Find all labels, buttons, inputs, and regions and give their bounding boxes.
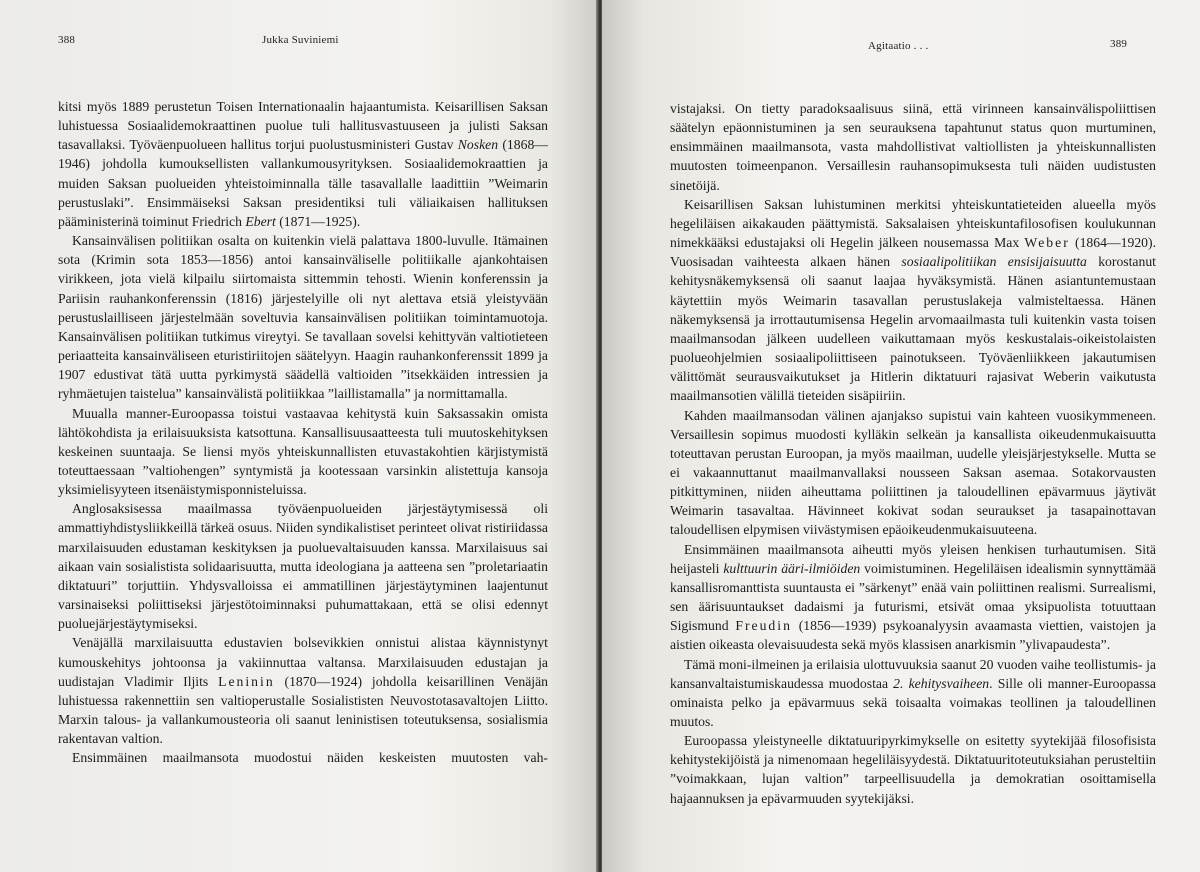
emphasis: Nosken [457, 137, 499, 153]
text-run: Ensimmäinen maailmansota muodostui näiden keskeisten muutosten vah- [72, 750, 548, 766]
text-run: Muualla manner-Euroopassa toistui vastaavaa kehitystä kuin Saksassakin omista lähtökohdista ja erilaisuuksista katsottuna. Kansallisuusaatteesta tuli muutoskehityksen keskeinen suuntaaja. Se liensi myös yhteiskunnallisten etuvastakohtien kärjistymistä toteuttaessaan ”valtiohengen” syntymistä ja kootessaan varsinkin alistettuja kansoja yksimielisyyteen itsenäistymisponnisteluissa. [58, 405, 548, 498]
text-run: Venäjällä marxilaisuutta edustavien bolsevikkien onnistui alistaa käynnistynyt kumouskehitys johtoonsa ja vakiinnuttaa valtansa. Marxilaisuuden edustajan ja uudistajan Vladimir Iljits [58, 635, 548, 689]
paragraph [58, 748, 548, 767]
right-running-head: Agitaatio . . . [868, 40, 929, 52]
text-run: Anglosaksisessa maailmassa työväenpuolueiden järjestäytymisessä oli ammattiyhdistysliikkeillä tärkeä osuus. Niiden syndikalistiset perinteet olivat ristiriidassa marxilaisuuden edustaman keskityksen ja puoluevaltaisuuden kanssa. Marxilaisuus sai aikaan vain sosialistista solidaarisuutta, mutta ideologiana ja aatteena sen ”proletariaatin diktatuuri” torjuttiin. Yhdysvalloissa ei ammatillinen järjestäytyminen laajentunut varsinaiseksi poliittiseksi järjestötoiminnaksi puhumattakaan, että se olisi edennyt puoluejärjestäytymiseksi. [58, 501, 548, 632]
paragraph [670, 655, 1156, 732]
paragraph [670, 406, 1156, 540]
text-run: (1864—1920). Vuosisadan vaihteesta alkaen hänen [670, 235, 1156, 270]
paragraph [670, 731, 1156, 808]
emphasis: 2. kehitysvaiheen [893, 675, 990, 691]
right-page [602, 0, 1200, 872]
emphasis: kulttuurin ääri-ilmiöiden [723, 560, 861, 576]
spaced-name: Weber [1024, 235, 1070, 251]
text-run: voimistuminen. Hegeliläisen idealismin synnyttämää kansallisromanttista suuntausta ei ”särkenyt” enää vain poliittinen realismi. Surrealismi, sen äärisuuntaukset dadaismi ja futurismi, etsivät omaa yksipuolista totuuttaan Sigismund [670, 560, 1156, 634]
text-run: Euroopassa yleistyneelle diktatuuripyrkimykselle on esitetty syytekijää filosofisista kehitystekijöistä ja nimenomaan hegeliläisyydestä. Diktatuuritoteutuksiahan perusteltiin ”voimakkaan, lujan valtion” tarpeellisuudella ja demokratian osoittamisella hajaannuksen ja epävarmuuden syytekijäksi. [670, 733, 1156, 806]
paragraph [670, 195, 1156, 406]
text-run: (1871—1925). [275, 213, 361, 229]
paragraph [58, 231, 548, 403]
paragraph [58, 404, 548, 500]
emphasis: Ebert [245, 213, 276, 229]
paragraph [58, 97, 548, 231]
right-page-number: 389 [1110, 38, 1128, 50]
paragraph [58, 633, 548, 748]
paragraph [58, 499, 548, 633]
text-run: (1870—1924) johdolla keisarillinen Venäjän luhistuessa rakennettiin sen valtioperustalle Sosialististen Neuvostotasavaltojen Liitto. Marxin talous- ja vallankumousteoria oli saanut leninistisen toteutuksensa, sosialismia rakentavan valtion. [58, 673, 548, 747]
spaced-name: Leninin [218, 673, 275, 689]
left-page [0, 0, 598, 872]
text-run: Keisarillisen Saksan luhistuminen merkitsi yhteiskuntatieteiden alueella myös hegeliläisen aikakauden päättymistä. Saksalaisen yhteiskuntafilosofisen koulukunnan nimekkääksi edustajaksi oli Hegelin jälkeen nousemassa Max [670, 196, 1156, 251]
text-run: Kansainvälisen politiikan osalta on kuitenkin vielä palattava 1800-luvulle. Itämainen sota (Krimin sota 1853—1856) antoi kansainväliselle politiikalle ajankohtaisen virikkeen, jota vielä kilpailu siirtomaista sittemmin tehosti. Wienin konferenssin ja Pariisin rauhankonferenssin (1816) järjestelyille oli nyt alettava etsiä yleistyvään perustuslailliseen järjestelmään soveltuvia kansainvälisen politiikan toimintamuotoja. Kansainvälisen politiikan tutkimus vireytyi. Se tavallaan sovelsi kehittyvän valtiotieteen periaatteita kansainväliseen eturistiriitojen säätelyyn. Haagin rauhankonferenssit 1899 ja 1907 edustivat tätä uutta pyrkimystä säädellä valtioiden ”itsekkäiden intressien ja ryhmäetujen taistelua” kansainvälistä politiikkaa ”laillistamalla” ja normittamalla. [58, 233, 548, 402]
text-run: (1856—1939) psykoanalyysin avaamasta viettien, vaistojen ja aistien oikeasta olevaisuudesta sekä myös klassisen anarkismin ”ylivapaudesta”. [670, 618, 1156, 653]
text-run: (1868—1946) johdolla kumouksellisten vallankumousyrityksen. Sosiaalidemokraattien ja muiden Saksan puolueiden yhteistoiminnalla tälle tasavallalle laadittiin ”Weimarin perustuslaki”. Ensimmäiseksi Saksan presidentiksi tuli väliaikaisen hallituksen pääministerinä toiminut Friedrich [58, 137, 548, 229]
emphasis: sosiaalipolitiikan ensisijaisuutta [901, 254, 1087, 270]
right-body-text [670, 99, 1156, 808]
paragraph [670, 99, 1156, 195]
text-run: korostanut kehitysnäkemyksensä oli saanut laajaa hyväksymistä. Hänen asiantuntemustaan käytettiin myös Weimarin tasavallan perustuslakeja valmisteltaessa. Hänen näkemyksensä ja irrottautumisensa Hegelin arvomaailmasta tuli kuitenkin vasta toisen maailmansodan jälkeen uudelleen vaikuttamaan myös keskustalais-oikeistolaisten puolueohjelmien sosiaalipoliittiseen painotukseen. Työväenliikkeen jakautumisen välittömät seurausvaikutukset ja Hitlerin diktatuuri rajasivat Weberin vaikutusta maailmansotien välillä tieteiden sisäpiiriin. [670, 254, 1156, 404]
text-run: Tämä moni-ilmeinen ja erilaisia ulottuvuuksia saanut 20 vuoden vaihe teollistumis- ja kansanvaltaistumiskaudessa muodostaa [670, 656, 1156, 691]
left-body-text [58, 97, 548, 767]
text-run: kitsi myös 1889 perustetun Toisen Internationaalin hajaantumista. Keisarillisen Saksan luhistuessa Sosiaalidemokraattinen puolue tuli hallitusvastuuseen ja julisti Saksan tasavallaksi. Työväenpuolueen hallitus torjui puolustusministeri Gustav [58, 99, 548, 153]
text-run: Ensimmäinen maailmansota aiheutti myös yleisen henkisen turhautumisen. Sitä heijasteli [670, 541, 1156, 576]
left-page-number: 388 [58, 34, 76, 46]
text-run: Kahden maailmansodan välinen ajanjakso supistui vain kahteen vuosikymmeneen. Versaillesin sopimus muodosti kylläkin selkeän ja kansallista oikeudenmukaisuutta toteuttavan perustan Euroopan, ja myös maailman, uudelle yleisjärjestykselle. Mutta se ei vakaannuttanut maailmanvallaksi nousseen Saksan asemaa. Sotakorvausten pitkittyminen, niiden aiheuttama poliittinen ja taloudellinen epävarmuus jäytivät Weimarin tasavaltaa. Hävinneet kokivat sodan seuraukset ja tasapainottavan taloudellisen elpymisen viivästymisen epäoikeudenmukaisuuteena. [670, 407, 1156, 538]
text-run: . Sille oli manner-Euroopassa ominaista pelko ja epävarmuus sekä toisaalta voimakas teollinen ja taloudellinen muutos. [670, 675, 1156, 729]
left-running-head: Jukka Suviniemi [262, 34, 339, 46]
spaced-name: Freudin [735, 618, 792, 634]
paragraph [670, 540, 1156, 655]
text-run: vistajaksi. On tietty paradoksaalisuus siinä, että virinneen kansainvälispoliittisen säätelyn epäonnistuminen ja sen seurauksena tapahtunut status quon murtuminen, ensimmäinen maailmansota, vasta mahdollistivat valtiollisten ja yhteiskunnallisten muutosten toimeenpanon. Versaillesin rauhansopimuksesta tuli näiden uudistusten sinetöijä. [670, 101, 1156, 193]
